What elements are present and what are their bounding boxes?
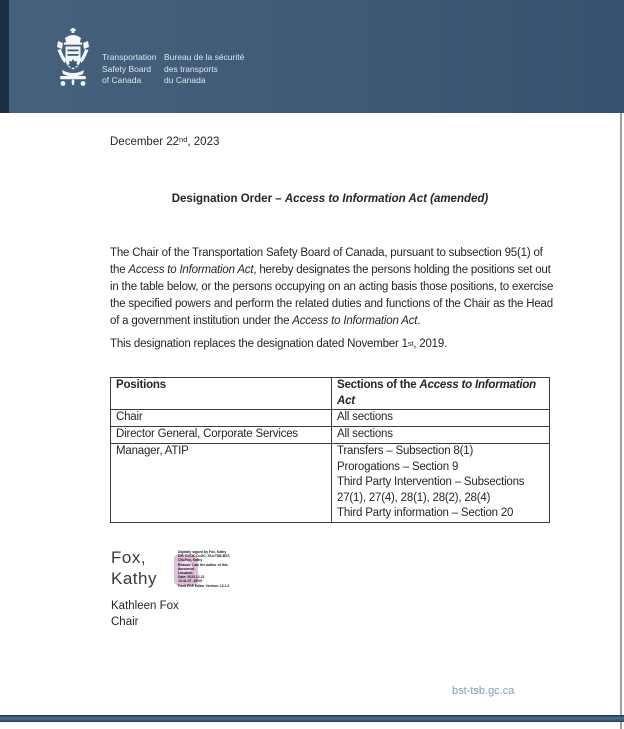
department-name-english [102,52,157,87]
section-line: Transfers – Subsection 8(1) [337,445,474,457]
signature-metadata-line: DN: C=CA, O=GC, OU=TSB-BST, [178,554,231,559]
table-header-row [111,378,550,410]
signature-metadata-line: Reason: I am the author of this [178,562,228,567]
signature-metadata-line: document [178,566,195,571]
header-left-accent [0,0,9,113]
p1-act-italic: Access to Information Act [128,264,254,276]
p1-act-italic: Access to Information Act [292,315,418,327]
signer-name: Kathleen Fox [111,600,179,612]
dept-fr-line: des transports [164,63,218,74]
p1-seg: . [417,315,421,327]
p2-seg: , 2019. [413,338,448,350]
signature-name-line: Kathy [111,569,157,588]
signer-block [111,598,179,630]
sections-cell: All sections [332,427,550,444]
p2-ordinal: st [407,339,414,348]
title-bold: Designation Order – [171,193,285,205]
sections-header-prefix: Sections of the [337,379,420,391]
dept-fr-line: Bureau de la sécurité [164,52,245,62]
table-row [111,410,550,427]
dept-en-line: Transportation [102,52,157,62]
body-paragraph-1 [110,245,560,330]
table-row [111,427,550,444]
date-suffix: , 2023 [187,136,220,148]
footer-bar [0,715,624,722]
dept-fr-line: du Canada [164,75,206,85]
section-line: Third Party information – Section 20 [337,507,514,519]
signer-title: Chair [111,616,139,628]
document-title [110,193,550,205]
table-header-positions: Positions [111,378,332,410]
section-line: Third Party Intervention – Subsections 27(1), 27(4), 28(1), 28(2), 28(4) [337,476,525,504]
dept-en-line: Safety Board [102,63,152,74]
tsb-header-banner [0,0,624,113]
date-ordinal: nd [179,135,188,144]
signature-metadata-line: Digitally signed by Fox, Kathy [178,550,227,554]
signature-metadata-line: Date: 2023.12.22 [178,575,205,580]
signature-metadata-line: CN=Fox, Kathy [178,558,203,563]
department-name-french [164,52,244,87]
p2-seg: This designation replaces the designation dated November 1 [110,338,408,350]
sections-cell: All sections [332,410,550,427]
body-paragraph-2 [110,336,560,353]
position-cell: Chair [111,410,332,427]
table-row [111,444,550,523]
position-cell: Director General, Corporate Services [111,427,332,444]
signature-metadata-line: Foxit PDF Editor Version: 12.1.2 [178,583,230,588]
signature-name-line: Fox, [111,548,147,567]
digital-signature-block[interactable] [108,545,248,597]
p1-seg: The Chair of the Transportation Safety Board of Canada, pursuant to subsection 95(1) of the [110,247,543,276]
p1-seg: , hereby designates the persons holding the positions set out in the table below, or the persons occupying on an acting basis those positions, to exercise the specified powers and perform the related duties and functions of the Chair as the Head of a government institution under the [110,264,554,327]
sections-cell [332,444,550,523]
position-cell: Manager, ATIP [111,444,332,523]
title-bold-italic: Access to Information Act (amended) [284,193,489,205]
letter-date [110,136,219,148]
signature-metadata [178,550,236,588]
canada-coat-of-arms-icon [56,28,90,88]
signature-metadata-line: Location: [178,571,194,576]
designation-table [110,377,550,523]
dept-en-line: of Canada [102,75,142,85]
signature-display-name [111,547,157,589]
table-header-sections [332,378,550,410]
date-text: December 22 [110,136,180,148]
signature-metadata-line: 10:41:27 -05'00' [178,579,203,584]
section-line: Prorogations – Section 9 [337,460,459,473]
sections-header-act-italic: Access to Information Act [337,379,536,407]
website-link[interactable]: bst-tsb.gc.ca [452,685,515,697]
